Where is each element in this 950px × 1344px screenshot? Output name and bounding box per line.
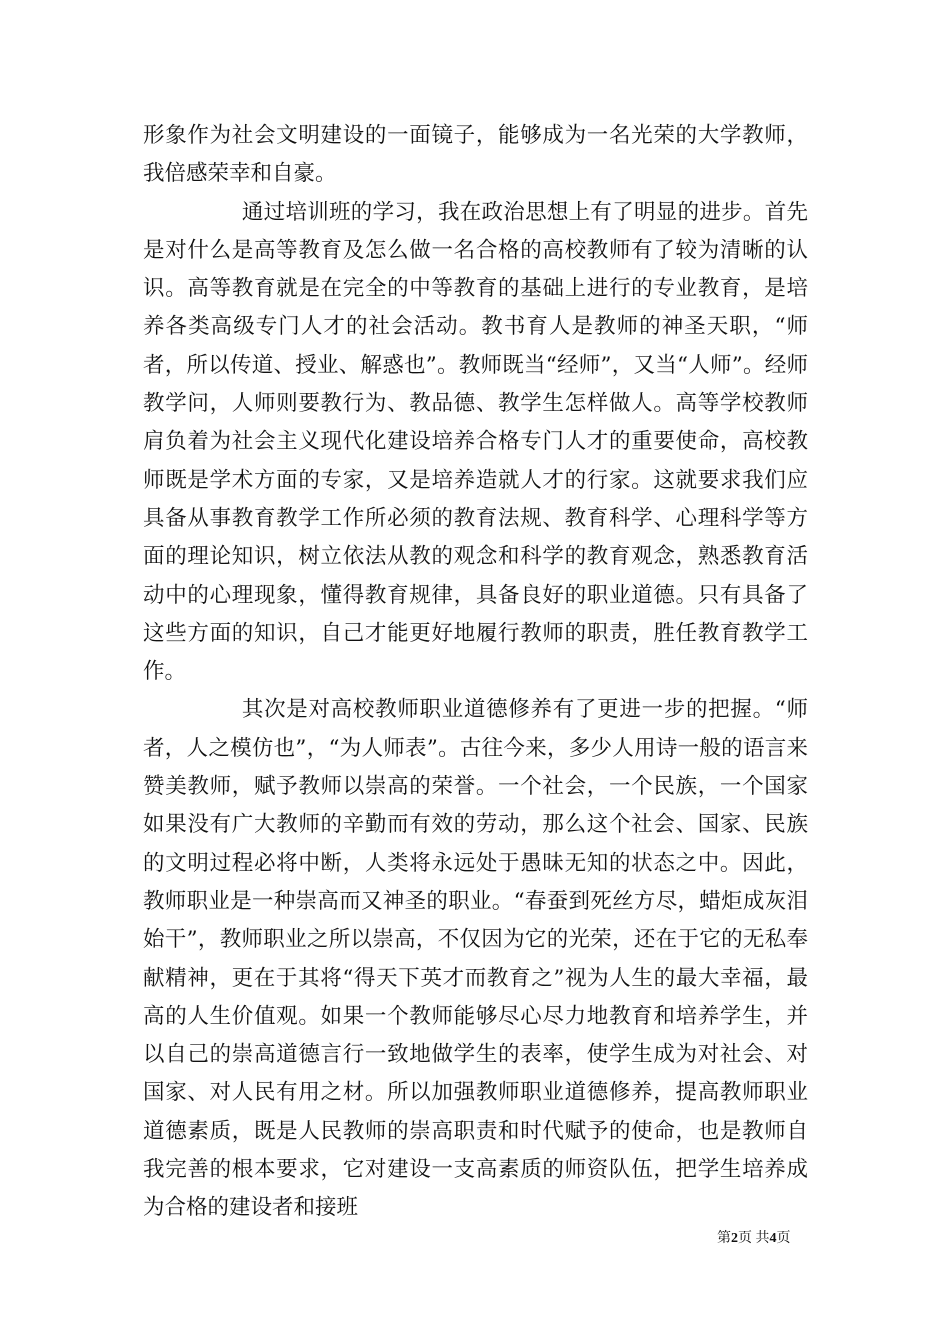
paragraph-1: 形象作为社会文明建设的一面镜子，能够成为一名光荣的大学教师，我倍感荣幸和自豪。 <box>143 123 808 187</box>
paragraph-3: 其次是对高校教师职业道德修养有了更进一步的把握。“师者，人之模仿也”，“为人师表”。古往今来，多少人用诗一般的语言来赞美教师，赋予教师以崇高的荣誉。一个社会，一个民族，一个国家如果没有广大教师的辛勤而有效的劳动，那么这个社会、国家、民族的文明过程必将中断，人类将永远处于愚昧无知的状态之中。因此，教师职业是一种崇高而又神圣的职业。“春蚕到死丝方尽，蜡炬成灰泪始干”，教师职业之所以崇高，不仅因为它的光荣，还在于它的无私奉献精神，更在于其将“得天下英才而教育之”视为人生的最大幸福，最高的人生价值观。如果一个教师能够尽心尽力地教育和培养学生，并以自己的崇高道德言行一致地做学生的表率，使学生成为对社会、对国家、对人民有用之材。所以加强教师职业道德修养，提高教师职业道德素质，既是人民教师的崇高职责和时代赋予的使命，也是教师自我完善的根本要求，它对建设一支高素质的师资队伍，把学生培养成为合格的建设者和接班 <box>143 697 808 1221</box>
paragraph-2: 通过培训班的学习，我在政治思想上有了明显的进步。首先是对什么是高等教育及怎么做一名合格的高校教师有了较为清晰的认识。高等教育就是在完全的中等教育的基础上进行的专业教育，是培养各类高级专门人才的社会活动。教书育人是教师的神圣天职，“师者，所以传道、授业、解惑也”。教师既当“经师”，又当“人师”。经师教学问，人师则要教行为、教品德、教学生怎样做人。高等学校教师肩负着为社会主义现代化建设培养合格专门人才的重要使命，高校教师既是学术方面的专家，又是培养造就人才的行家。这就要求我们应具备从事教育教学工作所必须的教育法规、教育科学、心理科学等方面的理论知识，树立依法从教的观念和科学的教育观念，熟悉教育活动中的心理现象，懂得教育规律，具备良好的职业道德。只有具备了这些方面的知识，自己才能更好地履行教师的职责，胜任教育教学工作。 <box>143 199 808 685</box>
footer-prefix: 第 <box>717 1231 731 1246</box>
footer-middle: 页 共 <box>738 1231 770 1246</box>
body-text <box>143 117 808 1228</box>
current-page-number: 2 <box>731 1231 738 1246</box>
footer-suffix: 页 <box>776 1231 791 1246</box>
page-footer <box>717 1230 791 1248</box>
total-page-number: 4 <box>769 1231 777 1246</box>
